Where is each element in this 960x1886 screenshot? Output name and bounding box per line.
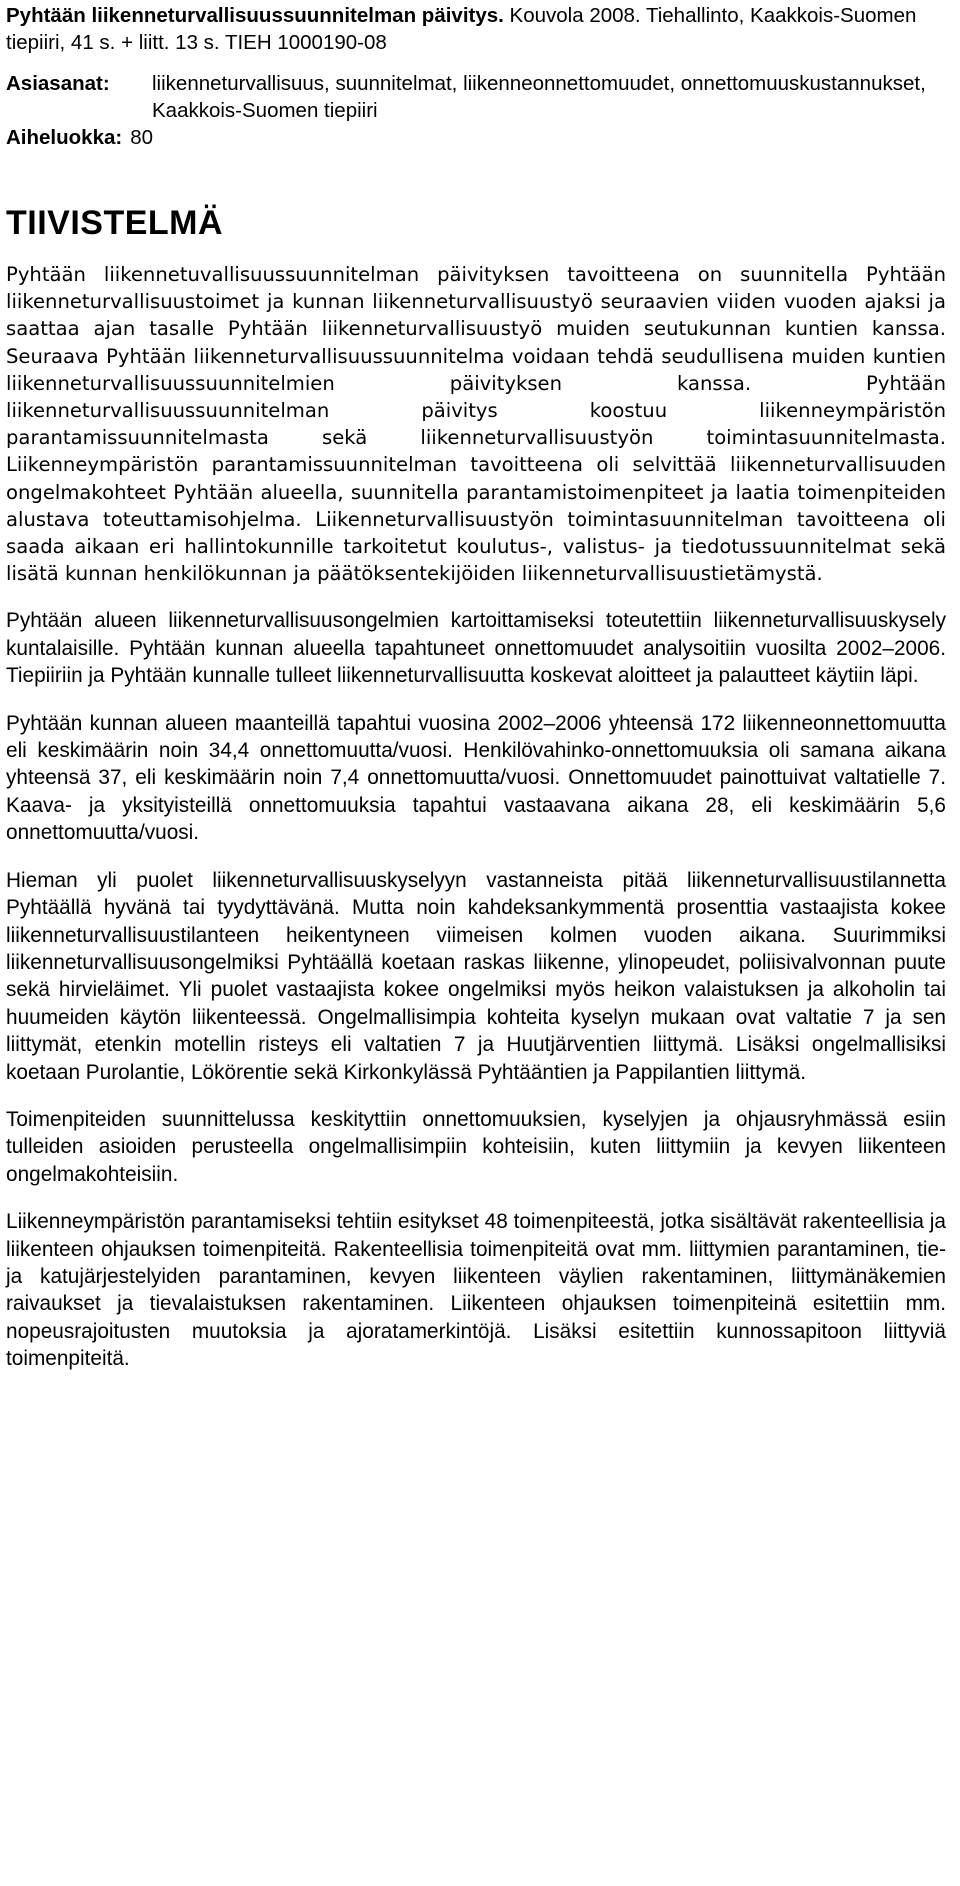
document-page — [6, 0, 946, 1393]
summary-paragraph: Pyhtään kunnan alueen maanteillä tapahtui vuosina 2002–2006 yhteensä 172 liikenneonnettomuutta eli keskimäärin noin 34,4 onnettomuutta/vuosi. Henkilövahinko-onnettomuuksia oli samana aikana yhteensä 37, eli keskimäärin noin 7,4 onnettomuutta/vuosi. Onnettomuudet painottuivat valtatielle 7. Kaava- ja yksityisteillä onnettomuuksia tapahtui vastaavana aikana 28, eli keskimäärin 5,6 onnettomuutta/vuosi. — [6, 711, 946, 845]
summary-paragraph: Hieman yli puolet liikenneturvallisuuskyselyyn vastanneista pitää liikenneturvallisuustilannetta Pyhtäällä hyvänä tai tyydyttävänä. Mutta noin kahdeksankymmentä prosenttia vastaajista kokee liikenneturvallisuustilanteen heikentyneen viimeisen kolmen vuoden aikana. Suurimmiksi liikenneturvallisuusongelmiksi Pyhtäällä koetaan raskas liikenne, ylinopeudet, poliisivalvonnan puute sekä hirvieläimet. Yli puolet vastaajista kokee ongelmiksi myös heikon valaistuksen ja alkoholin tai huumeiden käytön liikenteessä. Ongelmallisimpia kohteita kyselyn mukaan ovat valtatie 7 ja sen liittymät, etenkin motellin risteys eli valtatien 7 ja Huutjärventien liittymä. Lisäksi ongelmallisiksi koetaan Purolantie, Lökörentie sekä Kirkonkylässä Pyhtääntien ja Pappilantien liittymä. — [6, 868, 946, 1084]
summary-paragraph: Pyhtään alueen liikenneturvallisuusongelmien kartoittamiseksi toteutettiin liikenneturvallisuuskysely kuntalaisille. Pyhtään kunnan alueella tapahtuneet onnettomuudet analysoitiin vuosilta 2002–2006. Tiepiiriin ja Pyhtään kunnalle tulleet liikenneturvallisuutta koskevat aloitteet ja palautteet käytiin läpi. — [6, 609, 946, 688]
document-title: Pyhtään liikenneturvallisuussuunnitelman päivitys. — [6, 4, 504, 27]
summary-paragraph: Toimenpiteiden suunnittelussa keskityttiin onnettomuuksien, kyselyjen ja ohjausryhmässä esiin tulleiden asioiden perusteella ongelmallisimpiin kohteisiin, kuten liittymiin ja kevyen liikenteen ongelmakohteisiin. — [6, 1107, 946, 1186]
keywords-value: liikenneturvallisuus, suunnitelmat, liikenneonnettomuudet, onnettomuuskustannukset, Kaakkois-Suomen tiepiiri — [152, 72, 926, 122]
summary-paragraph: Pyhtään liikennetuvallisuussuunnitelman päivityksen tavoitteena on suunnitella Pyhtään liikenneturvallisuustoimet ja kunnan liikenneturvallisuustyö seuraavien viiden vuoden ajaksi ja saattaa ajan tasalle Pyhtään liikenneturvallisuustyö muiden seutukunnan kuntien kanssa. Seuraava Pyhtään liikenneturvallisuussuunnitelma voidaan tehdä seudullisena muiden kuntien liikenneturvallisuussuunnitelmien päivityksen kanssa. Pyhtään liikenneturvallisuussuunnitelman päivitys koostuu liikenneympäristön parantamissuunnitelmasta sekä liikenneturvallisuustyön toimintasuunnitelmasta. Liikenneympäristön parantamissuunnitelman tavoitteena oli selvittää liikenneturvallisuuden ongelmakohteet Pyhtään alueella, suunnitella parantamistoimenpiteet ja laatia toimenpiteiden alustava toteuttamisohjelma. Liikenneturvallisuustyön toimintasuunnitelman tavoitteena oli saada aikaan eri hallintokunnille tarkoitetut koulutus-, valistus- ja tiedotussuunnitelmat sekä lisätä kunnan henkilökunnan ja päätöksentekijöiden liikenneturvallisuustietämystä. — [6, 263, 946, 586]
summary-heading: TIIVISTELMÄ — [6, 204, 224, 242]
category-label: Aiheluokka: — [6, 126, 123, 149]
keywords-row — [6, 70, 946, 124]
publication-info: Kouvola 2008. Tiehallinto, Kaakkois-Suomen tiepiiri, 41 s. + liitt. 13 s. TIEH 1000190-08 — [6, 4, 917, 54]
keywords-label: Asiasanat: — [6, 72, 110, 95]
publication-header — [6, 2, 946, 56]
category-value: 80 — [130, 126, 154, 149]
category-row — [6, 124, 946, 151]
summary-paragraph: Liikenneympäristön parantamiseksi tehtiin esitykset 48 toimenpiteestä, jotka sisältävät rakenteellisia ja liikenteen ohjauksen toimenpiteitä. Rakenteellisia toimenpiteitä ovat mm. liittymien parantaminen, tie- ja katujärjestelyiden parantaminen, kevyen liikenteen väylien rakentaminen, liittymänäkemien raivaukset ja tievalaistuksen rakentaminen. Liikenteen ohjauksen toimenpiteinä esitettiin mm. nopeusrajoitusten muutoksia ja ajoratamerkintöjä. Lisäksi esitettiin kunnossapitoon liittyviä toimenpiteitä. — [6, 1210, 946, 1371]
metadata-block — [6, 70, 946, 151]
